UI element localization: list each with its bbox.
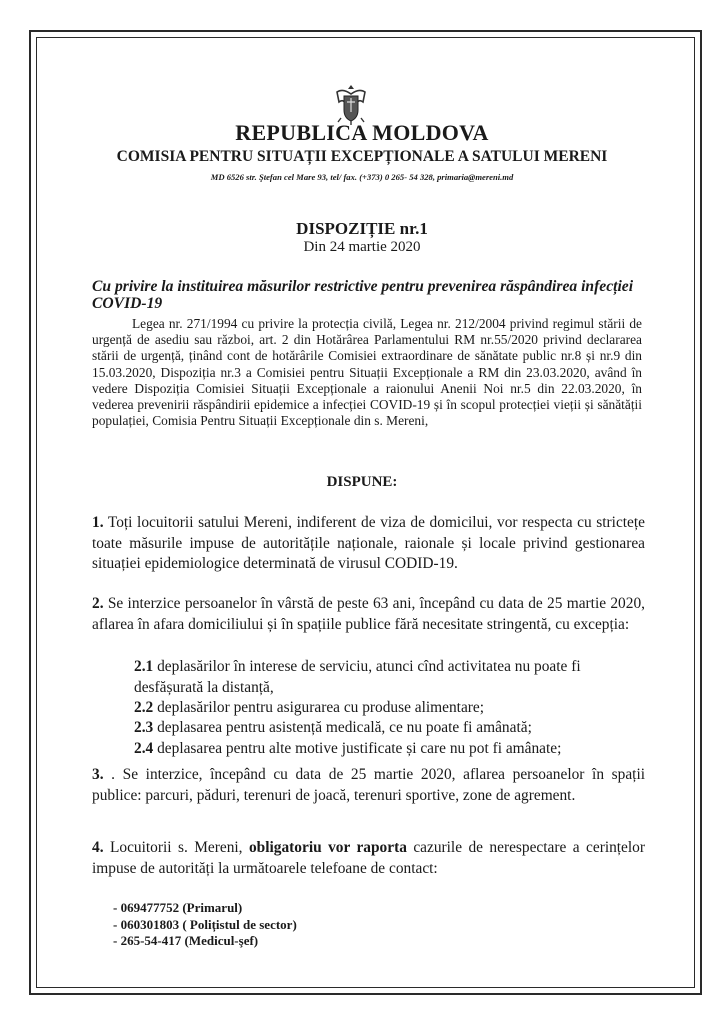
dispune-heading: DISPUNE: [326,474,398,490]
point-number: 1. [92,514,104,531]
point-text: Locuitorii s. Mereni, [103,839,249,856]
document-subject: Cu privire la instituirea măsurilor restrictive pentru prevenirea răspândirea infecției COVID-19 [92,278,634,312]
subpoint-2-2 [134,698,646,719]
point-text: Toți locuitorii satului Mereni, indiferent de viza de domicilui, vor respecta cu strictețe toate măsurile impuse de autoritățile naționale, raionale și locale privind gestionarea situației epidemiologice determinată de virusul CODID-19. [92,514,645,573]
subpoint-2-4 [134,739,646,760]
document-date: Din 24 martie 2020 [303,239,421,255]
point-4 [92,838,645,879]
preamble-text: Legea nr. 271/1994 cu privire la protecția civilă, Legea nr. 212/2004 privind regimul stării de urgență de asediu sau război, art. 2 din Hotărârea Parlamentului RM nr.55/2020 privind declararea stării de urgență, ținând cont de hotărârile Comisiei extraordinare de sănătate public nr.8 și nr.9 din 15.03.2020, Dispoziția nr.3 a Comisiei pentru Situații Excepționale a RM din 23.03.2020, având în vedere Dispoziția Comisiei Situații Excepționale a raionului Anenii Noi nr.5 din 22.03.2020, în vederea prevenirii răspândirii epidemice a infecției COVID-19 și în scopul protecției vieții și sănătății populației, Comisia Pentru Situații Excepționale din s. Mereni, [92,316,642,429]
contact-phone-mayor: - 069477752 (Primarul) [113,900,243,915]
subpoint-2-1 [134,657,646,698]
point-number: 2. [92,595,104,612]
subpoint-2-3 [134,718,646,739]
point-text: Se interzice persoanelor în vârstă de peste 63 ani, începând cu data de 25 martie 2020, aflarea în afara domiciliului și în spațiile publice fără necesitate stringentă, cu excepția: [92,595,645,633]
subpoint-text: deplasarea pentru alte motive justificate și care nu pot fi amânate; [153,740,562,757]
subpoint-number: 2.4 [134,740,154,757]
subpoint-number: 2.2 [134,699,154,716]
point-text-continued: cazurile de nerespectare a cerințelor impuse de autorități la următoarele telefoane de contact: [92,839,645,877]
point-number: 3. [92,766,104,783]
contact-list [113,900,297,950]
subpoint-number: 2.3 [134,719,154,736]
contact-address: MD 6526 str. Ştefan cel Mare 93, tel/ fax. (+373) 0 265- 54 328, primaria@mereni.md [210,172,514,182]
point-3 [92,765,645,806]
point-2 [92,594,645,635]
point-emphasis: obligatoriu vor raporta [248,839,407,856]
contact-phone-police: - 060301803 ( Polițistul de sector) [113,916,297,932]
subpoint-text: deplasarea pentru asistență medicală, ce nu poate fi amânată; [153,719,532,736]
subpoint-number: 2.1 [134,658,154,675]
point-1 [92,513,645,575]
country-name: REPUBLICA MOLDOVA [235,120,489,145]
subpoint-text: deplasărilor pentru asigurarea cu produse alimentare; [153,699,485,716]
point-text: . Se interzice, începând cu data de 25 martie 2020, aflarea persoanelor în spații publice: parcuri, păduri, terenuri de joacă, terenuri sportive, zone de agrement. [92,766,645,804]
contact-phone-doctor: - 265-54-417 (Medicul-şef) [113,933,259,948]
commission-name: COMISIA PENTRU SITUAȚII EXCEPȚIONALE A SATULUI MERENI [116,148,608,165]
subpoint-text: deplasărilor în interese de serviciu, atunci cînd activitatea nu poate fi desfășurată la distanță, [134,658,581,696]
point-number: 4. [92,839,104,856]
document-title: DISPOZIȚIE nr.1 [296,219,428,238]
